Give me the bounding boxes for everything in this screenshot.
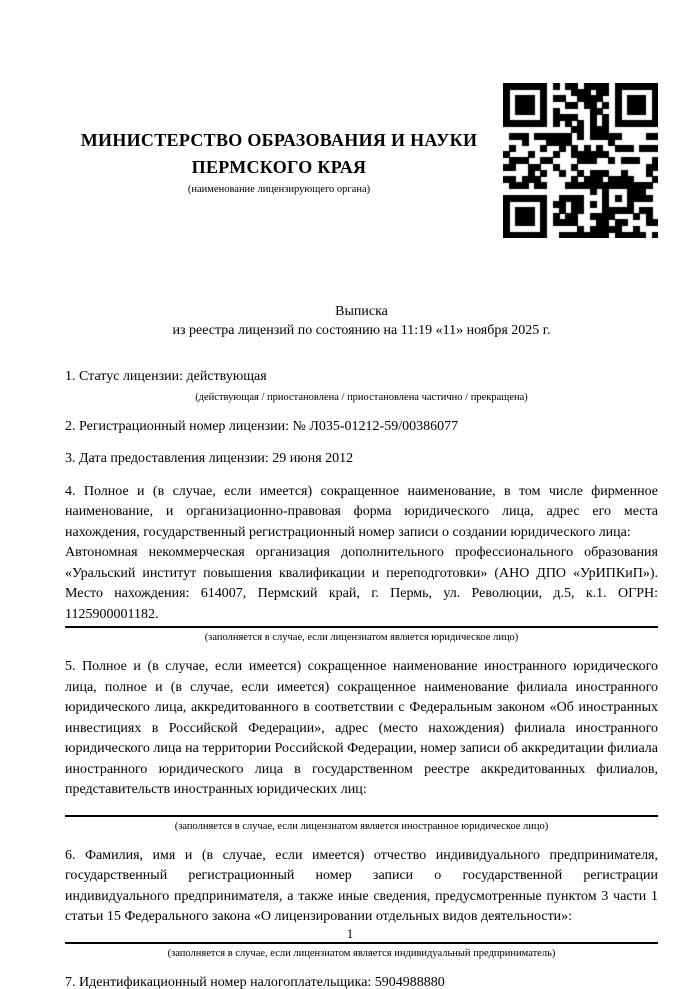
item-legal-entity [65, 482, 658, 646]
item-license-grant-date: 3. Дата предоставления лицензии: 29 июня 2012 [65, 451, 354, 466]
ministry-caption: (наименование лицензирующего органа) [187, 183, 371, 195]
document-subtitle: из реестра лицензий по состоянию на 11:19 «11» ноября 2025 г. [172, 323, 551, 338]
foreign-entity-caption: (заполняется в случае, если лицензиатом является иностранное юридическое лицо) [174, 820, 549, 832]
ministry-name-line2: ПЕРМСКОГО КРАЯ [191, 156, 367, 177]
item-license-status [65, 367, 658, 405]
fill-in-line [65, 815, 658, 817]
foreign-entity-prompt: 5. Полное и (в случае, если имеется) сокращенное наименование иностранного юридического лица, полное и (в случае, если имеется) сокращенное наименование филиала иностранного юридического лица, аккредитованного в соответствии с Федеральным законом «Об иностранных инвестициях в Российской Федерации», адрес (место нахождения) филиала иностранного юридического лица на территории Российской Федерации, номер записи об аккредитации филиала иностранного юридического лица в государственном реестре аккредитованных филиалов, представительств иностранных юридических лиц: [65, 659, 658, 797]
document-header [0, 0, 700, 238]
ministry-name-line1: МИНИСТЕРСТВО ОБРАЗОВАНИЯ И НАУКИ [80, 129, 478, 150]
legal-entity-caption: (заполняется в случае, если лицензиатом является юридическое лицо) [204, 632, 519, 643]
legal-entity-value: Автономная некоммерческая организация дополнительного профессионального образования «Уральский институт повышения квалификации и переподготовки» (АНО ДПО «УрИПКиП»). Место нахождения: 614007, Пермский край, г. Пермь, ул. Революции, д.5, к.1. ОГРН: 1125900001182. [65, 545, 658, 622]
legal-entity-prompt: 4. Полное и (в случае, если имеется) сокращенное наименование, в том числе фирменное наименование, и организационно-правовая форма юридического лица, адрес его места нахождения, государственный регистрационный номер записи о создании юридического лица: [65, 483, 658, 540]
item-individual-entrepreneur [65, 846, 658, 961]
empty-fill-space [65, 801, 658, 814]
page-number: 1 [346, 926, 354, 941]
entrepreneur-prompt: 6. Фамилия, имя и (в случае, если имеется) отчество индивидуального предпринимателя, государственный регистрационный номер записи о государственной регистрации индивидуального предпринимателя, а также иные сведения, предусмотренные пунктом 3 части 1 статьи 15 Федерального закона «О лицензировании отдельных видов деятельности»: [65, 847, 658, 924]
entrepreneur-caption: (заполняется в случае, если лицензиатом является индивидуальный предприниматель) [167, 947, 556, 959]
license-status-options-caption: (действующая / приостановлена / приостановлена частично / прекращена) [195, 391, 528, 403]
fill-in-line [65, 626, 658, 628]
qr-code-icon [503, 83, 658, 238]
document-body [65, 302, 658, 989]
license-status-text: 1. Статус лицензии: действующая [65, 369, 267, 384]
document-title: Выписка [335, 304, 388, 319]
item-taxpayer-number: 7. Идентификационный номер налогоплательщика: 5904988880 [65, 974, 445, 989]
item-registration-number: 2. Регистрационный номер лицензии: № Л035-01212-59/00386077 [65, 418, 459, 434]
item-foreign-legal-entity [65, 657, 658, 834]
licensing-authority-block [65, 127, 503, 195]
document-title-block [65, 302, 658, 340]
